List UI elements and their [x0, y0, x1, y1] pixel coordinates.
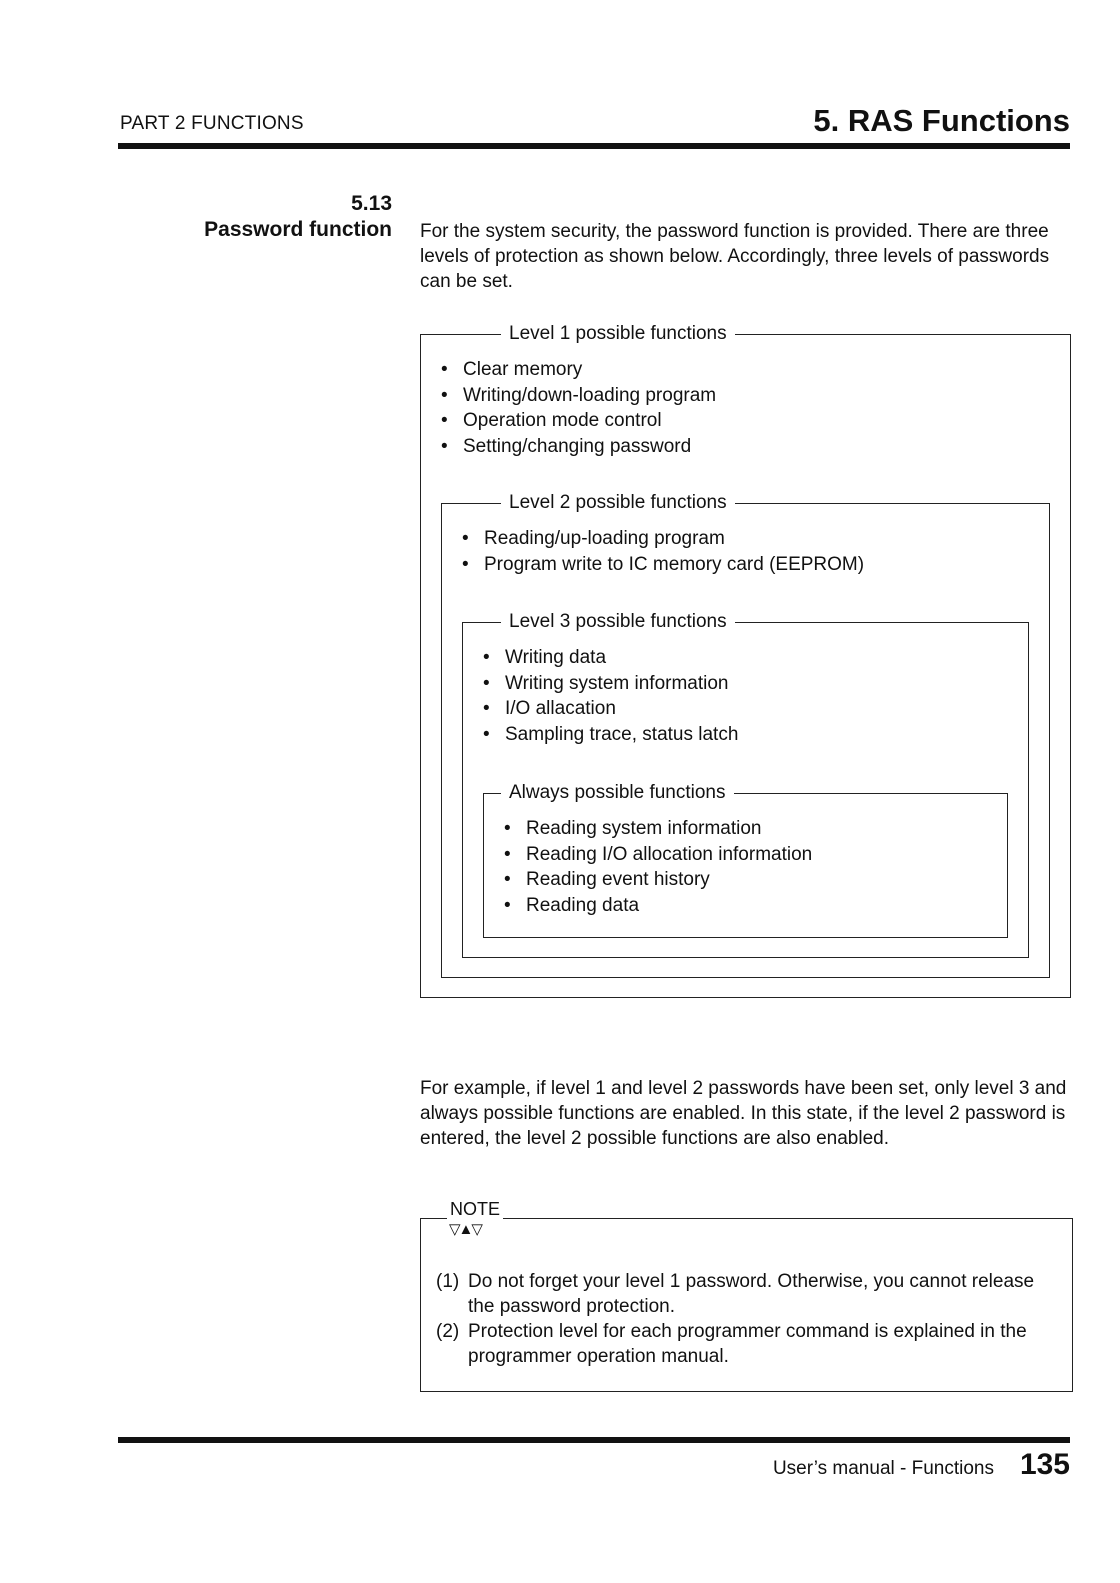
list-item: • Program write to IC memory card (EEPROM)	[460, 552, 864, 578]
bullet-icon: •	[504, 894, 511, 916]
warning-triangles-icon: ▽▲▽	[449, 1221, 481, 1238]
bullet-icon: •	[441, 359, 448, 380]
list-item: • Writing system information	[481, 671, 738, 697]
list-item: • I/O allacation	[481, 696, 738, 722]
section-number: 5.13	[351, 192, 392, 215]
always-list	[502, 816, 812, 918]
list-item: • Reading data	[502, 893, 812, 919]
level2-title: Level 2 possible functions	[501, 490, 735, 516]
bullet-icon: •	[441, 384, 448, 406]
list-item: • Reading/up-loading program	[460, 526, 864, 552]
bullet-icon: •	[504, 843, 511, 865]
bullet-icon: •	[504, 818, 511, 839]
bullet-icon: •	[441, 435, 448, 457]
level3-list	[481, 645, 738, 747]
example-paragraph: For example, if level 1 and level 2 passwords have been set, only level 3 and always possible functions are enabled. In this state, if the level 2 password is entered, the level 2 possible functions are also enabled.	[420, 1078, 1067, 1149]
bullet-icon: •	[441, 410, 448, 431]
level1-title: Level 1 possible functions	[501, 321, 735, 347]
running-header-chapter: 5. RAS Functions	[813, 103, 1070, 138]
note-item: (1) Do not forget your level 1 password. Otherwise, you cannot release the password protection.	[436, 1271, 1035, 1317]
level3-title: Level 3 possible functions	[501, 609, 735, 635]
intro-paragraph: For the system security, the password function is provided. There are three levels of protection as shown below. Accordingly, three levels of passwords can be set.	[420, 221, 1050, 292]
bullet-icon: •	[483, 698, 490, 719]
always-title: Always possible functions	[501, 780, 734, 806]
list-item: • Clear memory	[439, 357, 716, 383]
bullet-icon: •	[462, 528, 469, 549]
level2-list	[460, 526, 864, 577]
bullet-icon: •	[483, 672, 490, 694]
bullet-icon: •	[483, 647, 490, 668]
list-item: • Writing data	[481, 645, 738, 671]
level2-box	[441, 492, 1050, 978]
note-item: (2) Protection level for each programmer command is explained in the programmer operation manual.	[436, 1321, 1027, 1367]
level1-list	[439, 357, 716, 459]
list-item: • Writing/down-loading program	[439, 383, 716, 409]
list-item: • Reading system information	[502, 816, 812, 842]
bullet-icon: •	[462, 553, 469, 575]
footer-manual-title: User’s manual - Functions	[772, 1458, 994, 1479]
note-list	[436, 1269, 1058, 1369]
bullet-icon: •	[483, 723, 490, 745]
section-title: Password function	[204, 218, 392, 241]
list-item: • Reading event history	[502, 867, 812, 893]
page-number: 135	[1019, 1448, 1070, 1481]
level1-box	[420, 323, 1071, 998]
bullet-icon: •	[504, 869, 511, 890]
list-item: • Operation mode control	[439, 408, 716, 434]
header-rule	[118, 143, 1070, 149]
list-item: • Setting/changing password	[439, 434, 716, 460]
note-box	[420, 1199, 1073, 1392]
always-box	[483, 782, 1008, 938]
list-item: • Sampling trace, status latch	[481, 722, 738, 748]
running-header-part: PART 2 FUNCTIONS	[120, 113, 304, 134]
note-label: NOTE	[447, 1199, 503, 1219]
list-item: • Reading I/O allocation information	[502, 842, 812, 868]
footer-rule	[118, 1437, 1070, 1443]
level3-box	[462, 611, 1029, 958]
